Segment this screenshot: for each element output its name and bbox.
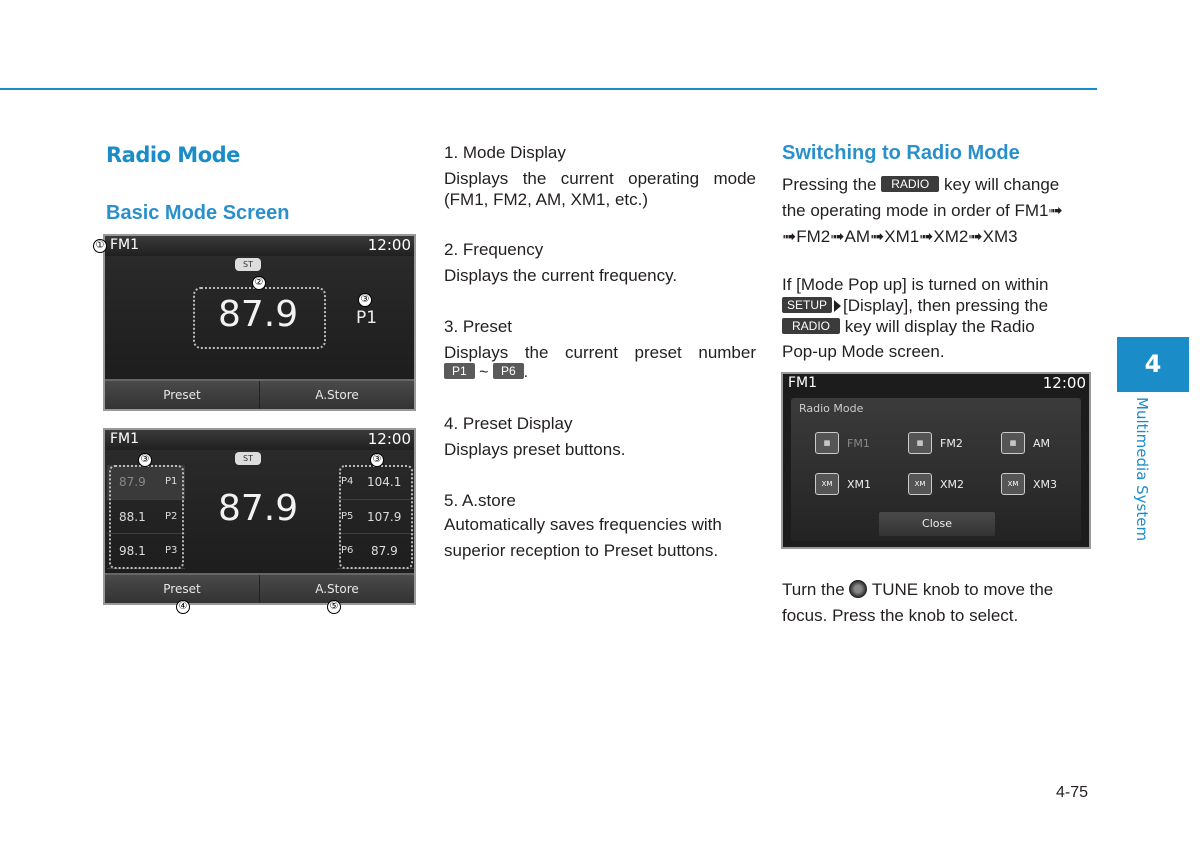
preset-row[interactable]: 88.1 P2 — [107, 500, 185, 535]
frequency-display: 87.9 — [218, 294, 299, 335]
preset-row[interactable]: P4 104.1 — [337, 465, 415, 500]
item-mode-display: 1. Mode Display Displays the current operating mode (FM1, FM2, AM, XM1, etc.) — [444, 143, 756, 209]
item-preset-display: 4. Preset Display Displays preset buttons. — [444, 414, 626, 459]
callout-1: ① — [93, 239, 107, 253]
preset-indicator: P1 — [356, 308, 378, 328]
right-preset-highlight — [339, 465, 413, 569]
callout-3-left: ③ — [138, 453, 152, 467]
setup-key: SETUP — [782, 297, 832, 313]
screen-button-bar — [105, 379, 414, 409]
callout-3: ③ — [358, 293, 372, 307]
xm-icon: XM — [1001, 473, 1025, 495]
page-heading: Radio Mode — [106, 143, 240, 167]
item-preset: 3. Preset Displays the current preset number P1 ~ P6 . — [444, 317, 756, 381]
tune-paragraph: Turn the TUNE knob to move the focus. Press the knob to select. — [782, 580, 1054, 625]
astore-button[interactable]: A.Store — [260, 381, 414, 409]
clock: 12:00 — [367, 236, 411, 254]
preset-button[interactable]: Preset — [105, 575, 260, 603]
mode-label: FM1 — [788, 375, 818, 391]
astore-button[interactable]: A.Store — [260, 575, 414, 603]
left-preset-highlight — [109, 465, 184, 569]
callout-2: ② — [252, 276, 266, 290]
radio-key: RADIO — [881, 176, 939, 192]
fm-icon: ▦ — [908, 432, 932, 454]
switch-paragraph-2: If [Mode Pop up] is turned on within SETUP [Display], then pressing the RADIO key will display the Radio Pop-up Mode screen. — [782, 275, 1049, 361]
preset-row[interactable]: P6 87.9 — [337, 534, 415, 569]
stereo-badge: ST — [235, 258, 261, 271]
preset-row[interactable]: 87.9 P1 — [107, 465, 185, 500]
p6-key: P6 — [493, 363, 524, 379]
xm-icon: XM — [815, 473, 839, 495]
radio-popup-screen — [781, 372, 1091, 549]
radio-key: RADIO — [782, 318, 840, 334]
xm-icon: XM — [908, 473, 932, 495]
fm-icon: ▦ — [1001, 432, 1025, 454]
stereo-badge: ST — [235, 452, 261, 465]
callout-3-right: ③ — [370, 453, 384, 467]
popup-panel: Radio Mode ▦ FM1 ▦ FM2 ▦ AM XM XM1 XM XM2 XM XM3 Close — [791, 398, 1081, 541]
fm-icon: ▦ — [815, 432, 839, 454]
item-frequency: 2. Frequency Displays the current frequency. — [444, 240, 678, 285]
mode-label: FM1 — [110, 431, 140, 447]
close-button[interactable]: Close — [879, 512, 995, 536]
tune-knob-icon — [849, 580, 867, 598]
frequency-display: 87.9 — [218, 488, 299, 529]
basic-mode-heading: Basic Mode Screen — [106, 202, 290, 224]
callout-4: ④ — [176, 600, 190, 614]
clock: 12:00 — [1042, 374, 1086, 392]
chapter-title: Multimedia System — [1133, 397, 1151, 542]
preset-row[interactable]: P5 107.9 — [337, 500, 415, 535]
switch-paragraph-1: Pressing the RADIO key will change the operating mode in order of FM1➟ ➟FM2➟AM➟XM1➟XM2➟XM3 — [782, 175, 1063, 246]
basic-screen — [103, 234, 416, 411]
chapter-tab: 4 — [1117, 337, 1189, 392]
screen-button-bar — [105, 573, 414, 603]
preset-range: P1 ~ P6 . — [444, 363, 756, 382]
preset-row[interactable]: 98.1 P3 — [107, 534, 185, 569]
preset-button[interactable]: Preset — [105, 381, 260, 409]
switching-heading: Switching to Radio Mode — [782, 142, 1020, 164]
mode-label: FM1 — [110, 237, 140, 253]
page-number: 4-75 — [1056, 784, 1089, 801]
top-rule — [0, 88, 1097, 90]
p1-key: P1 — [444, 363, 475, 379]
callout-5: ⑤ — [327, 600, 341, 614]
arrow-right-icon — [834, 300, 841, 312]
popup-title: Radio Mode — [799, 402, 864, 415]
item-astore: 5. A.store Automatically saves frequencies with superior reception to Preset buttons. — [444, 491, 722, 560]
clock: 12:00 — [367, 430, 411, 448]
